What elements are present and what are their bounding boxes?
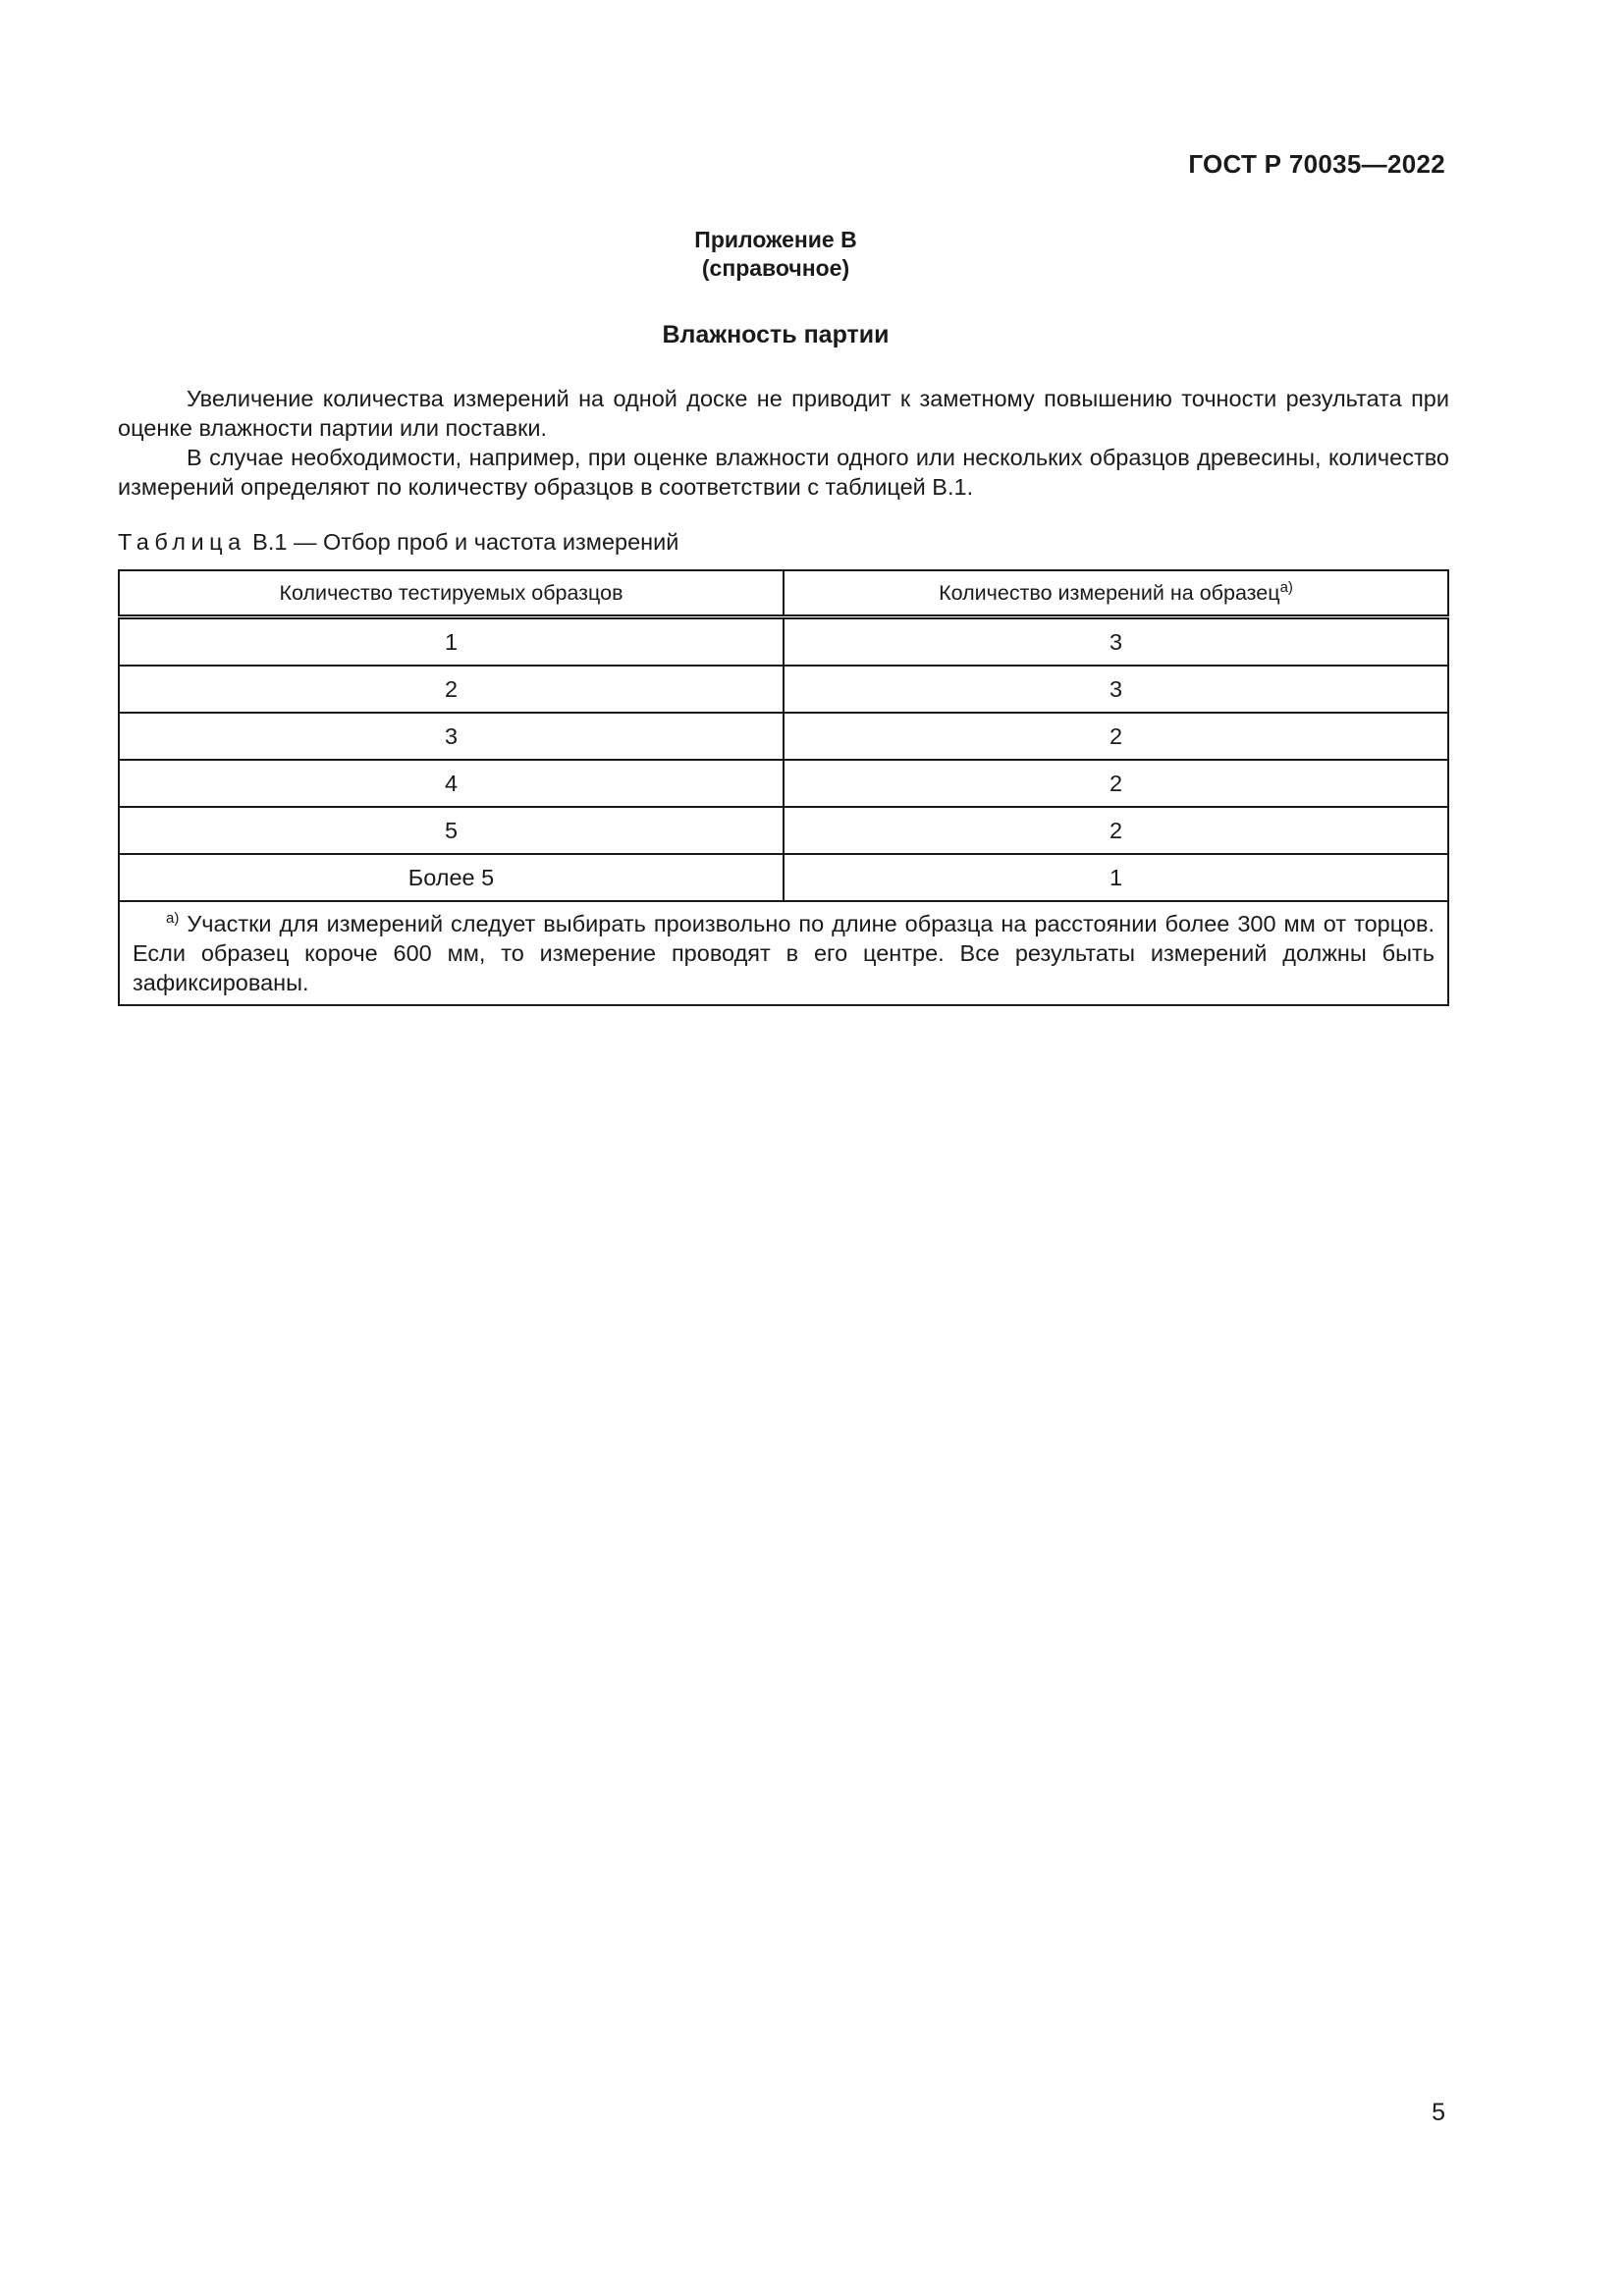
paragraph: Увеличение количества измерений на одной доске не приводит к заметному повышению точности результата при оценке влажности партии или поставки. [118,386,1449,441]
table-caption [118,529,678,556]
table-row [119,760,1448,807]
body-text [118,384,1449,502]
table-cell: 2 [784,760,1448,807]
table-cell: 2 [119,666,784,713]
table-caption-text: В.1 — Отбор проб и частота измерений [245,529,679,555]
footnote-reference: а) [1279,578,1293,596]
table-cell: 3 [784,617,1448,667]
table-row [119,713,1448,760]
table-footnote-row [119,901,1448,1005]
table-row [119,807,1448,854]
table-cell: 5 [119,807,784,854]
table-footnote: $^{а)}$ Участки для измерений следует выбирать произвольно по длине образца на расстоянии более 300 мм от торцов. Если образец короче 600 мм, то измерение проводят в его центре. Все результаты измерений должны быть зафиксированы. [119,901,1448,1005]
appendix-title: Приложение В [694,227,857,252]
table-cell: 1 [119,617,784,667]
table-row [119,854,1448,901]
table-cell: 1 [784,854,1448,901]
table-cell: 2 [784,713,1448,760]
table-cell: 3 [119,713,784,760]
paragraph: В случае необходимости, например, при оценке влажности одного или нескольких образцов древесины, количество измерений определяют по количеству образцов в соответствии с таблицей В.1. [118,445,1449,500]
section-title: Влажность партии [662,321,890,348]
data-table [118,569,1449,1006]
footnote-text: Участки для измерений следует выбирать произвольно по длине образца на расстоянии более 300 мм от торцов. Если образец короче 600 мм, то измерение проводят в его центре. Все результаты измерений должны быть зафиксированы. [133,911,1435,995]
table-cell: 4 [119,760,784,807]
column-header-measurements: Количество измерений на образец$^{а)}$ [784,570,1448,617]
table-caption-label: Таблица [118,529,246,555]
table-cell: 3 [784,666,1448,713]
appendix-heading [0,226,1551,283]
table-header-row [119,570,1448,617]
table-cell: Более 5 [119,854,784,901]
table-row [119,617,1448,667]
appendix-status: (справочное) [701,255,850,281]
table-row [119,666,1448,713]
document-code: ГОСТ Р 70035—2022 [1188,149,1445,179]
table-cell: 2 [784,807,1448,854]
column-header-samples: Количество тестируемых образцов [119,570,784,617]
page-number: 5 [1432,2099,1445,2126]
